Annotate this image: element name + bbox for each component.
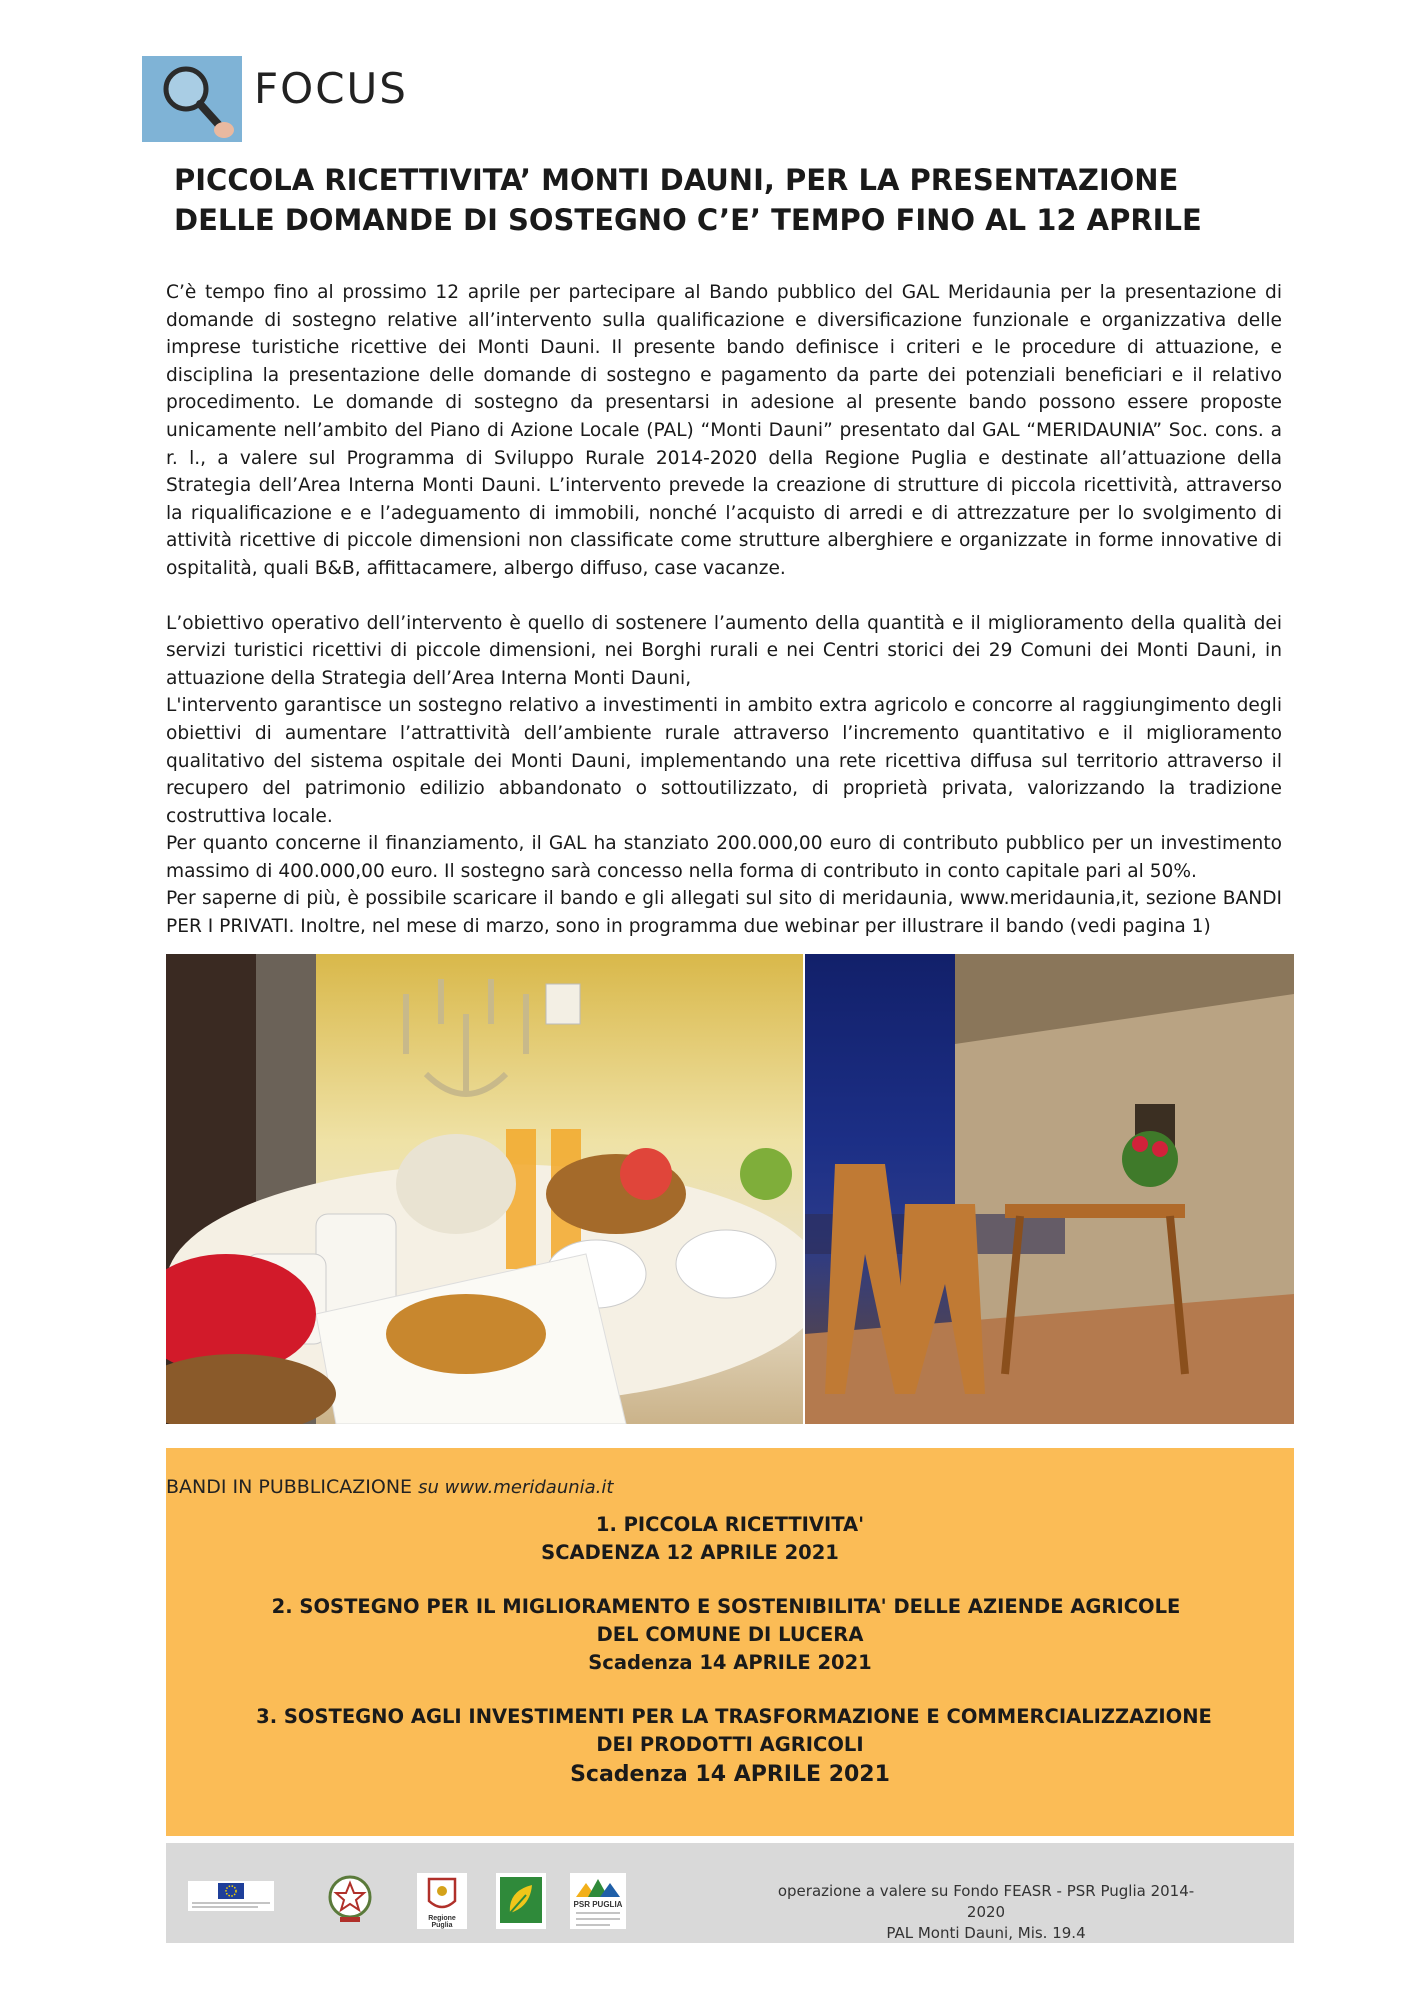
bando-3-deadline: Scadenza 14 APRILE 2021 <box>570 1762 890 1787</box>
bandi-heading-label: BANDI IN PUBBLICAZIONE <box>166 1476 413 1498</box>
leader-logo <box>496 1873 546 1934</box>
bandi-heading-site: su www.meridaunia.it <box>418 1477 614 1498</box>
regione-puglia-logo <box>417 1873 467 1934</box>
bando-3-title-cont: DEI PRODOTTI AGRICOLI <box>596 1733 864 1756</box>
psr-puglia-logo <box>570 1873 626 1934</box>
title-line-1: PICCOLA RICETTIVITA’ MONTI DAUNI, PER LA PRESENTAZIONE <box>174 163 1179 197</box>
title-line-2: DELLE DOMANDE DI SOSTEGNO C’E’ TEMPO FINO AL 12 APRILE <box>174 203 1202 237</box>
breakfast-photo <box>166 954 803 1424</box>
paragraph-2: L’obiettivo operativo dell’intervento è quello di sostenere l’aumento della quantità e il miglioramento della qualità dei servizi turistici ricettivi di piccole dimensioni, nei Borghi rurali e nei Centri storici dei 29 Comuni dei Monti Dauni, in attuazione della Strategia dell’Area Interna Monti Dauni, <box>166 612 1282 689</box>
regione-puglia-logo-text: Regione Puglia <box>428 1915 456 1929</box>
article-body <box>166 279 1282 941</box>
magnifier-icon <box>142 56 242 142</box>
footer-line-1: operazione a valere su Fondo FEASR - PSR Puglia 2014-2020 <box>777 1882 1195 1921</box>
terrace-photo <box>805 954 1294 1424</box>
bando-2-title: 2. SOSTEGNO PER IL MIGLIORAMENTO E SOSTENIBILITA' DELLE AZIENDE AGRICOLE <box>271 1595 1181 1618</box>
footer <box>166 1843 1294 1943</box>
bando-2-deadline: Scadenza 14 APRILE 2021 <box>588 1651 872 1674</box>
bando-3-title: 3. SOSTEGNO AGLI INVESTIMENTI PER LA TRASFORMAZIONE E COMMERCIALIZZAZIONE <box>256 1705 1212 1728</box>
bandi-box <box>166 1448 1294 1836</box>
footer-text <box>766 1881 1206 1944</box>
footer-line-2: PAL Monti Dauni, Mis. 19.4 <box>886 1924 1086 1942</box>
italian-republic-emblem-logo <box>328 1873 372 1930</box>
eu-flag-logo <box>188 1881 274 1916</box>
psr-puglia-logo-text: PSR PUGLIA <box>573 1900 623 1909</box>
bando-1-title: 1. PICCOLA RICETTIVITA' <box>595 1513 865 1536</box>
bando-2-title-cont: DEL COMUNE DI LUCERA <box>596 1623 864 1646</box>
bando-1-deadline: SCADENZA 12 APRILE 2021 <box>541 1541 839 1564</box>
article-title <box>174 160 1274 240</box>
focus-label: FOCUS <box>254 64 408 113</box>
bandi-heading <box>166 1476 613 1498</box>
paragraph-4: Per quanto concerne il finanziamento, il GAL ha stanziato 200.000,00 euro di contributo pubblico per un investimento massimo di 400.000,00 euro. Il sostegno sarà concesso nella forma di contributo in conto capitale pari al 50%. <box>166 833 1282 882</box>
paragraph-1: C’è tempo fino al prossimo 12 aprile per partecipare al Bando pubblico del GAL Meridaunia per la presentazione di domande di sostegno relative all’intervento sulla qualificazione e diversificazione funzionale e organizzativa delle imprese turistiche ricettive dei Monti Dauni. Il presente bando definisce i criteri e le procedure di attuazione, e disciplina la presentazione delle domande di sostegno e pagamento da parte dei potenziali beneficiari e il relativo procedimento. Le domande di sostegno da presentarsi in adesione al presente bando possono essere proposte unicamente nell’ambito del Piano di Azione Locale (PAL) “Monti Dauni” presentato dal GAL “MERIDAUNIA” Soc. cons. a r. l., a valere sul Programma di Sviluppo Rurale 2014-2020 della Regione Puglia e destinate all’attuazione della Strategia dell’Area Interna Monti Dauni. L’intervento prevede la creazione di strutture di piccola ricettività, attraverso la riqualificazione e e l’adeguamento di immobili, nonché l’acquisto di arredi e di attrezzature per lo svolgimento di attività ricettive di piccole dimensioni non classificate come strutture alberghiere e organizzate in forme innovative di ospitalità, quali B&B, affittacamere, albergo diffuso, case vacanze. <box>166 282 1282 579</box>
paragraph-3: L'intervento garantisce un sostegno relativo a investimenti in ambito extra agricolo e concorre al raggiungimento degli obiettivi di aumentare l’attrattività dell’ambiente rurale attraverso l’incremento quantitativo e il miglioramento qualitativo del sistema ospitale dei Monti Dauni, implementando una rete ricettiva diffusa sul territorio attraverso il recupero del patrimonio edilizio abbandonato o sottoutilizzato, di proprietà privata, valorizzando la tradizione costruttiva locale. <box>166 695 1282 827</box>
paragraph-5: Per saperne di più, è possibile scaricare il bando e gli allegati sul sito di meridaunia, www.meridaunia,it, sezione BANDI PER I PRIVATI. Inoltre, nel mese di marzo, sono in programma due webinar per illustrare il bando (vedi pagina 1) <box>166 888 1282 938</box>
